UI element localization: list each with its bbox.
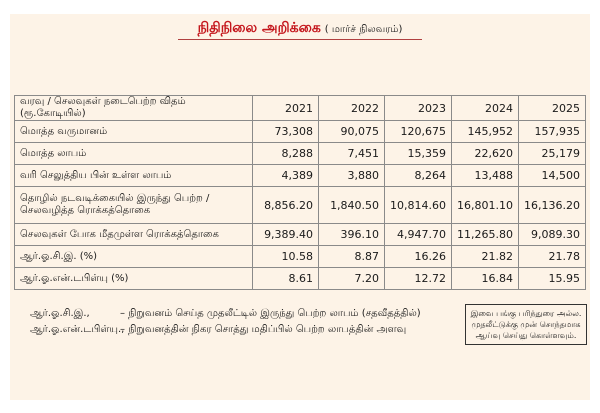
cell-value: 157,935 [519, 121, 586, 143]
cell-value: 10,814.60 [385, 187, 452, 224]
financial-table [14, 95, 586, 290]
table-row [15, 224, 586, 246]
table-row [15, 165, 586, 187]
note-row [30, 322, 450, 338]
note-term: ஆர்.ஓ.என்.டபிள்யு., [30, 324, 125, 335]
cell-value: 7,451 [319, 143, 385, 165]
cell-value: 21.78 [519, 246, 586, 268]
cell-value: 145,952 [452, 121, 519, 143]
header-label: வரவு / செலவுகள் நடைபெற்ற விதம் (ரூ.கோடியில்) [15, 96, 253, 121]
cell-value: 13,488 [452, 165, 519, 187]
cell-value: 16.26 [385, 246, 452, 268]
year-header: 2022 [319, 96, 385, 121]
report-card [10, 14, 590, 400]
row-label: ஆர்.ஓ.சி.இ. (%) [15, 246, 253, 268]
cell-value: 8,856.20 [253, 187, 319, 224]
table-row [15, 187, 586, 224]
report-title [10, 20, 590, 38]
cell-value: 9,389.40 [253, 224, 319, 246]
year-header: 2021 [253, 96, 319, 121]
row-label: மொத்த லாபம் [15, 143, 253, 165]
cell-value: 21.82 [452, 246, 519, 268]
cell-value: 16,136.20 [519, 187, 586, 224]
cell-value: 8.87 [319, 246, 385, 268]
cell-value: 1,840.50 [319, 187, 385, 224]
title-underline [178, 39, 422, 40]
table-row [15, 268, 586, 290]
table-row [15, 121, 586, 143]
cell-value: 90,075 [319, 121, 385, 143]
cell-value: 10.58 [253, 246, 319, 268]
cell-value: 22,620 [452, 143, 519, 165]
note-term: ஆர்.ஓ.சி.இ., [30, 308, 90, 319]
year-header: 2025 [519, 96, 586, 121]
cell-value: 15,359 [385, 143, 452, 165]
title-note: ( மார்ச் நிலவரம்) [324, 24, 403, 35]
cell-value: 14,500 [519, 165, 586, 187]
year-header: 2023 [385, 96, 452, 121]
cell-value: 12.72 [385, 268, 452, 290]
cell-value: 25,179 [519, 143, 586, 165]
cell-value: 11,265.80 [452, 224, 519, 246]
disclaimer-box: இவை பங்கு பரிந்துரை அல்ல. முதலீட்டுக்கு முன் சொந்தமாக ஆய்வு செய்து கொள்ளவும். [465, 304, 587, 345]
table-row [15, 246, 586, 268]
row-label: தொழில் நடவடிக்கையில் இருந்து பெற்ற / செலவழித்த ரொக்கத்தொகை [15, 187, 253, 224]
note-description: – நிறுவனத்தின் நிகர சொத்து மதிப்பில் பெற்ற லாபத்தின் அளவு [120, 324, 407, 335]
title-text: நிதிநிலை அறிக்கை [197, 20, 321, 36]
cell-value: 8,264 [385, 165, 452, 187]
cell-value: 16,801.10 [452, 187, 519, 224]
note-description: – நிறுவனம் செய்த முதலீட்டில் இருந்து பெற்ற லாபம் (சதவீதத்தில்) [120, 308, 421, 319]
row-label: மொத்த வருமானம் [15, 121, 253, 143]
title-bar [10, 14, 590, 40]
cell-value: 8,288 [253, 143, 319, 165]
row-label: ஆர்.ஓ.என்.டபிள்யு (%) [15, 268, 253, 290]
cell-value: 120,675 [385, 121, 452, 143]
row-label: செலவுகள் போக மீதமுள்ள ரொக்கத்தொகை [15, 224, 253, 246]
glossary-notes [30, 306, 450, 338]
table-header-row [15, 96, 586, 121]
row-label: வரி செலுத்திய பின் உள்ள லாபம் [15, 165, 253, 187]
cell-value: 15.95 [519, 268, 586, 290]
cell-value: 4,389 [253, 165, 319, 187]
cell-value: 8.61 [253, 268, 319, 290]
year-header: 2024 [452, 96, 519, 121]
cell-value: 9,089.30 [519, 224, 586, 246]
cell-value: 3,880 [319, 165, 385, 187]
cell-value: 4,947.70 [385, 224, 452, 246]
note-row [30, 306, 450, 322]
table-row [15, 143, 586, 165]
cell-value: 396.10 [319, 224, 385, 246]
cell-value: 7.20 [319, 268, 385, 290]
cell-value: 16.84 [452, 268, 519, 290]
cell-value: 73,308 [253, 121, 319, 143]
